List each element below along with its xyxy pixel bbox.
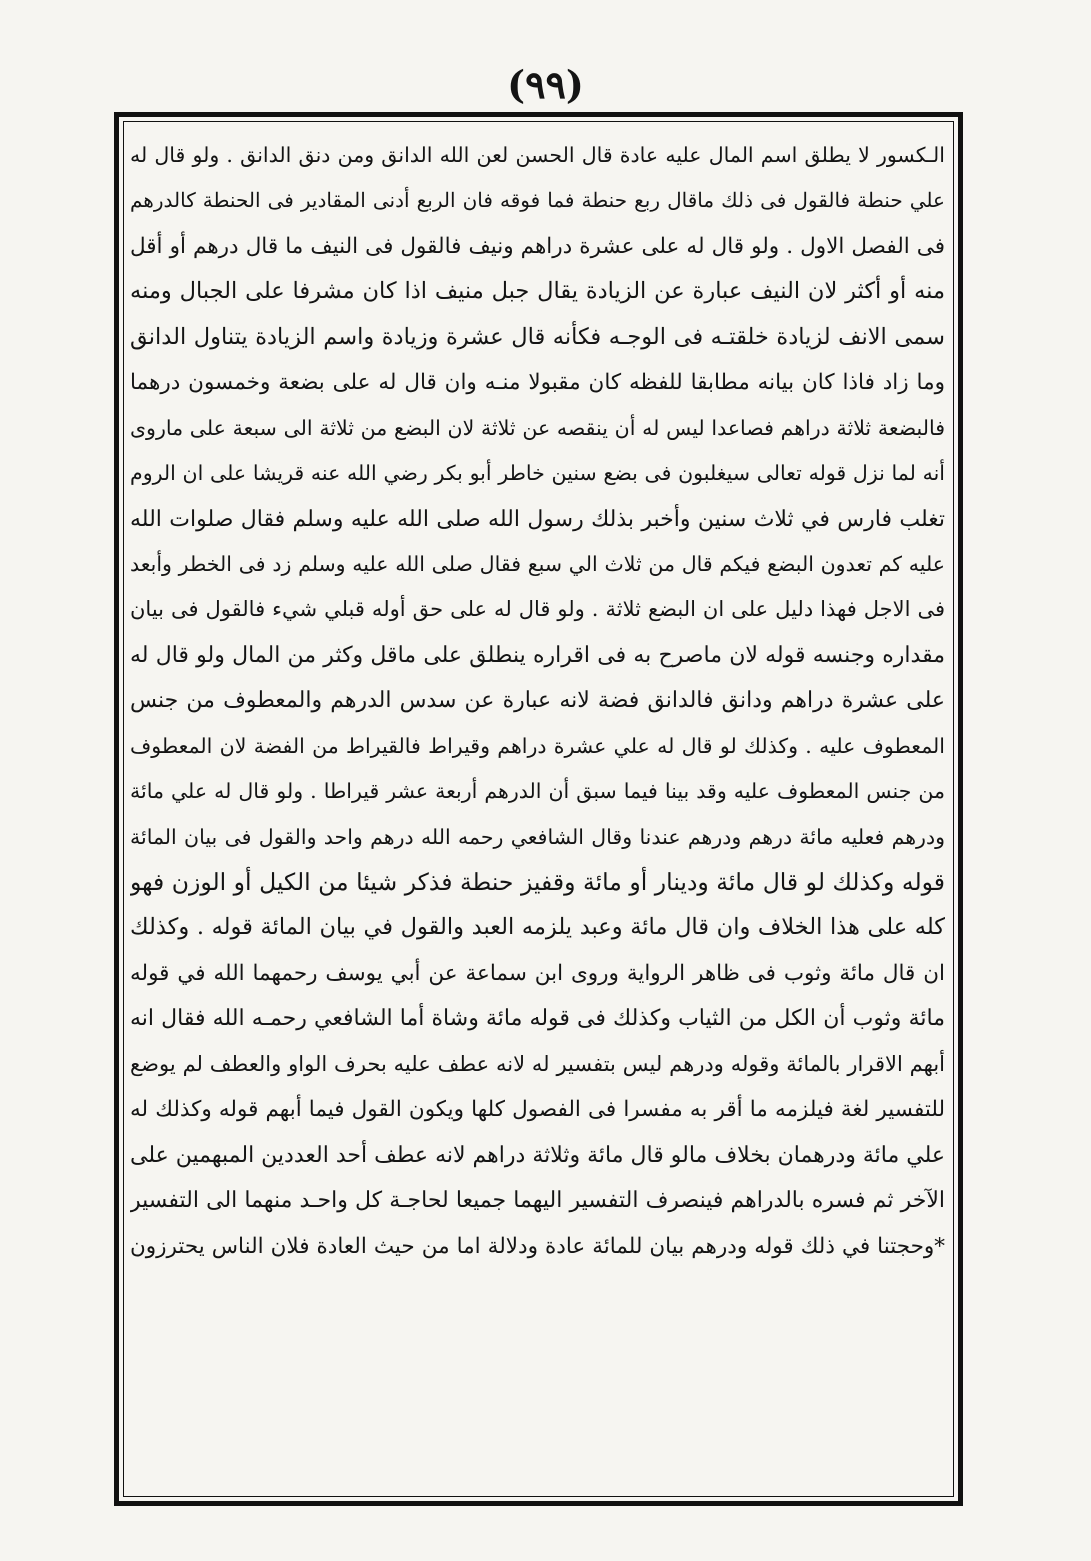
text-line: عليه كم تعدون البضع فيكم قال من ثلاث الي سبع فقال صلى الله عليه وسلم زد فى الخطر وأبعد [130,551,945,576]
text-line: الآخر ثم فسره بالدراهم فينصرف التفسير اليهما جميعا لحاجـة كل واحـد منهما الى التفسير [130,1188,945,1214]
text-line: فى الفصل الاول . ولو قال له على عشرة دراهم ونيف فالقول فى النيف ما قال درهم أو أقل [130,233,945,259]
text-line: الـكسور لا يطلق اسم المال عليه عادة قال الحسن لعن الله الدانق ومن دنق الدانق . ولو قال له [130,143,945,167]
text-line: كله على هذا الخلاف وان قال مائة وعبد يلزمه العبد والقول في بيان المائة قوله . وكذلك [130,914,945,941]
text-line: فى الاجل فهذا دليل على ان البضع ثلاثة . ولو قال له على حق أوله قبلي شيء فالقول فى بيان [130,597,945,622]
text-line: مائة وثوب أن الكل من الثياب وكذلك فى قوله مائة وشاة أما الشافعي رحمـه الله فقال انه [130,1006,945,1032]
text-line: المعطوف عليه . وكذلك لو قال له علي عشرة دراهم وقيراط فالقيراط من الفضة لان المعطوف [130,733,945,758]
text-line: ان قال مائة وثوب فى ظاهر الرواية وروى ابن سماعة عن أبي يوسف رحمهما الله في قوله [130,960,945,986]
text-line: تغلب فارس في ثلاث سنين وأخبر بذلك رسول الله صلى الله عليه وسلم فقال صلوات الله [130,506,945,532]
text-line: مقداره وجنسه قوله لان ماصرح به فى اقراره ينطلق على ماقل وكثر من المال ولو قال له [130,642,945,668]
text-line: أبهم الاقرار بالمائة وقوله ودرهم ليس بتفسير له لانه عطف عليه بحرف الواو والعطف لم يوضع [130,1051,945,1076]
text-line: سمى الانف لزيادة خلقتـه فى الوجـه فكأنه قال عشرة وزيادة واسم الزيادة يتناول الدانق [130,323,945,350]
text-line: علي مائة ودرهمان بخلاف مالو قال مائة وثلاثة دراهم لانه عطف أحد العددين المبهمين على [130,1142,945,1168]
text-line: من جنس المعطوف عليه وقد بينا فيما سبق أن الدرهم أربعة عشر قيراطا . ولو قال له علي مائة [130,779,945,804]
page-number: (٩٩) [507,62,584,107]
text-line: منه أو أكثر لان النيف عبارة عن الزيادة يقال جبل منيف اذا كان مشرفا على الجبال ومنه [130,278,945,305]
text-line: على عشرة دراهم ودانق فالدانق فضة لانه عبارة عن سدس الدرهم والمعطوف من جنس [130,688,945,714]
text-line: للتفسير لغة فيلزمه ما أقر به مفسرا فى الفصول كلها ويكون القول فيما أبهم قوله وكذلك له [130,1097,945,1123]
text-line: أنه لما نزل قوله تعالى سيغلبون فى بضع سنين خاطر أبو بكر رضي الله عنه قريشا على ان الروم [130,461,945,486]
text-line: فالبضعة ثلاثة دراهم فصاعدا ليس له أن ينقصه عن ثلاثة لان البضع من ثلاثة الى سبعة على ماروى [130,415,945,440]
text-line: قوله وكذلك لو قال مائة ودينار أو مائة وقفيز حنطة فذكر شيئا من الكيل أو الوزن فهو [130,868,945,896]
text-line: علي حنطة فالقول فى ذلك ماقال ربع حنطة فما فوقه فان الربع أدنى المقادير فى الحنطة كالدرهم [130,188,945,213]
text-line: *وحجتنا في ذلك قوله ودرهم بيان للمائة عادة ودلالة اما من حيث العادة فلان الناس يحترزون [130,1233,945,1259]
text-line: وما زاد فاذا كان بيانه مطابقا للفظه كان مقبولا منـه وان قال له على بضعة وخمسون درهما [130,370,945,396]
body-text [130,133,945,1269]
text-line: ودرهم فعليه مائة درهم ودرهم عندنا وقال الشافعي رحمه الله درهم واحد والقول فى بيان المائة [130,824,945,849]
